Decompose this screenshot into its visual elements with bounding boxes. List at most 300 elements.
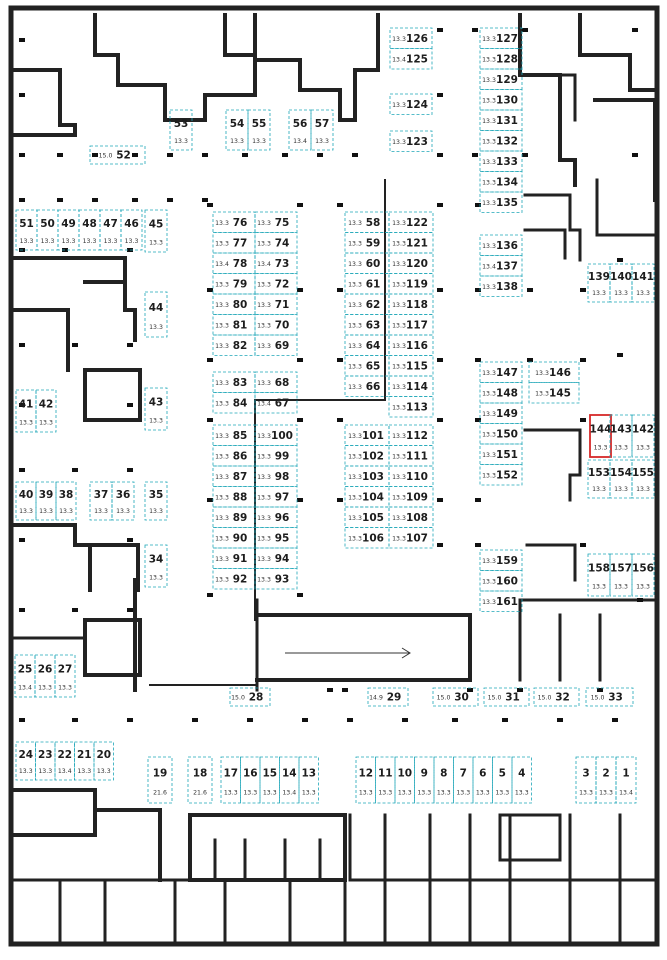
pillar (297, 498, 303, 502)
lot-area: 13.3 (215, 494, 229, 502)
lot-number: 32 (555, 691, 570, 704)
pillar (437, 28, 443, 32)
lot-area: 15.0 (98, 152, 113, 160)
lot-number: 44 (148, 301, 164, 314)
lot-number: 61 (365, 278, 381, 291)
lot-area: 13.3 (215, 473, 229, 481)
lot-area: 13.3 (348, 219, 362, 227)
pillar (297, 593, 303, 597)
pillar (347, 718, 353, 722)
lot-area: 13.4 (57, 768, 72, 776)
pillar (19, 38, 25, 42)
lot-number: 125 (406, 53, 428, 66)
pillar (127, 403, 133, 407)
lot-number: 36 (115, 488, 131, 501)
lot-number: 123 (406, 135, 428, 148)
pillar (472, 28, 478, 32)
lot-area: 13.3 (59, 508, 73, 516)
pillar (502, 718, 508, 722)
lot-area: 13.3 (257, 514, 271, 522)
lot-number: 66 (365, 380, 381, 393)
lot-area: 13.3 (392, 301, 406, 309)
lot-area: 13.4 (619, 789, 633, 797)
lot-number: 7 (459, 767, 467, 780)
pillar (612, 718, 618, 722)
pillar (437, 153, 443, 157)
lot-area: 13.3 (19, 508, 33, 516)
lot-area: 13.3 (348, 453, 362, 461)
lot-number: 39 (38, 488, 54, 501)
pillar (302, 718, 308, 722)
lot-area: 13.3 (215, 301, 229, 309)
lot-area: 13.3 (348, 535, 362, 543)
lot-area: 21.6 (193, 789, 207, 797)
lot-area: 13.3 (348, 383, 362, 391)
lot-number: 126 (406, 32, 428, 45)
lot-number: 154 (610, 466, 632, 479)
lot-area: 13.3 (614, 583, 628, 591)
lot-number: 1 (622, 767, 630, 780)
lot-number: 103 (362, 470, 384, 483)
lot-area: 13.3 (243, 789, 258, 797)
pillar (167, 198, 173, 202)
pillar (437, 418, 443, 422)
lot-number: 159 (496, 554, 518, 567)
lot-area: 13.3 (392, 322, 406, 330)
lot-area: 13.3 (223, 789, 238, 797)
lot-number: 16 (242, 767, 258, 780)
lot-area: 13.3 (96, 768, 111, 776)
lot-number: 77 (232, 237, 248, 250)
lot-number: 107 (406, 532, 428, 545)
pillar (297, 288, 303, 292)
lot-number: 59 (365, 237, 381, 250)
pillar (437, 203, 443, 207)
lot-area: 13.3 (348, 322, 362, 330)
lot-number: 94 (274, 552, 290, 565)
lot-number: 137 (496, 260, 518, 273)
lot-number: 142 (632, 423, 654, 436)
lot-number: 161 (496, 595, 518, 608)
lot-area: 13.3 (482, 158, 496, 166)
pillar (297, 358, 303, 362)
pillar (19, 93, 25, 97)
lot-area: 13.3 (392, 514, 406, 522)
lot-number: 81 (232, 319, 248, 332)
lot-number: 122 (406, 216, 428, 229)
lot-area: 13.3 (215, 240, 229, 248)
pillar (57, 153, 63, 157)
pillar (337, 498, 343, 502)
pillar (580, 358, 586, 362)
lot-area: 13.3 (215, 322, 229, 330)
lot-area: 13.3 (579, 789, 593, 797)
lot-number: 109 (406, 491, 428, 504)
lot-number: 4 (518, 767, 526, 780)
lot-area: 13.3 (257, 322, 271, 330)
pillar (167, 153, 173, 157)
pillar (437, 358, 443, 362)
lot-number: 140 (610, 270, 632, 283)
lot-number: 41 (18, 398, 34, 411)
lot-area: 13.4 (293, 137, 307, 145)
pillar (437, 288, 443, 292)
pillar (207, 418, 213, 422)
lot-number: 127 (496, 32, 518, 45)
lot-area: 13.3 (257, 555, 271, 563)
lot-number: 6 (479, 767, 487, 780)
lot-number: 73 (274, 257, 290, 270)
lot-number: 96 (274, 511, 290, 524)
lot-area: 13.3 (215, 514, 229, 522)
lot-number: 119 (406, 278, 428, 291)
lot-area: 13.3 (636, 444, 650, 452)
lot-number: 139 (588, 270, 610, 283)
lot-number: 99 (274, 450, 290, 463)
lot-number: 88 (232, 491, 248, 504)
lot-number: 133 (496, 155, 518, 168)
lot-area: 13.3 (392, 138, 406, 146)
lot-number: 157 (610, 562, 632, 575)
lot-area: 13.3 (149, 323, 163, 331)
lot-area: 13.4 (215, 260, 229, 268)
lot-number: 83 (232, 376, 248, 389)
lot-area: 13.3 (482, 138, 496, 146)
lot-number: 113 (406, 401, 428, 414)
pillar (297, 203, 303, 207)
lot-area: 21.6 (153, 789, 167, 797)
pillar (632, 153, 638, 157)
lot-area: 13.3 (358, 789, 373, 797)
lot-area: 13.3 (392, 260, 406, 268)
lot-number: 25 (17, 663, 33, 676)
lot-area: 13.3 (61, 237, 76, 245)
lot-area: 13.3 (58, 684, 72, 692)
lot-area: 13.3 (392, 494, 406, 502)
lot-number: 79 (232, 278, 248, 291)
lot-number: 23 (37, 748, 53, 761)
lot-area: 13.3 (392, 240, 406, 248)
lot-area: 13.3 (215, 379, 229, 387)
lot-area: 13.3 (257, 535, 271, 543)
lot-area: 13.3 (482, 97, 496, 105)
lot-area: 13.3 (482, 76, 496, 84)
lot-number: 124 (406, 98, 428, 111)
lot-number: 18 (192, 767, 208, 780)
lot-number: 64 (365, 339, 381, 352)
lot-number: 33 (608, 691, 623, 704)
pillar (342, 688, 348, 692)
pillar (337, 358, 343, 362)
pillar (327, 688, 333, 692)
pillar (92, 153, 98, 157)
pillar (522, 28, 528, 32)
lot-number: 149 (496, 407, 518, 420)
lot-number: 57 (314, 117, 330, 130)
pillar (19, 538, 25, 542)
lot-area: 13.3 (614, 444, 628, 452)
lot-number: 91 (232, 552, 248, 565)
lot-area: 13.3 (482, 369, 496, 377)
pillar (127, 608, 133, 612)
lot-number: 14 (281, 767, 297, 780)
lot-area: 13.3 (262, 789, 277, 797)
lot-area: 13.3 (535, 369, 549, 377)
lot-area: 13.3 (392, 35, 406, 43)
lot-area: 13.3 (18, 768, 33, 776)
pillar (437, 93, 443, 97)
lot-number: 9 (420, 767, 428, 780)
lot-area: 13.3 (392, 363, 406, 371)
lot-area: 15.0 (537, 694, 552, 702)
pillar (207, 358, 213, 362)
lot-number: 136 (496, 239, 518, 252)
lot-number: 51 (19, 217, 34, 230)
lot-area: 13.3 (392, 383, 406, 391)
lot-number: 74 (274, 237, 290, 250)
lot-number: 21 (76, 748, 92, 761)
pillar (127, 468, 133, 472)
lot-area: 13.3 (315, 137, 329, 145)
lot-number: 135 (496, 196, 518, 209)
lot-number: 43 (148, 396, 164, 409)
lot-number: 95 (274, 532, 290, 545)
lot-number: 116 (406, 339, 428, 352)
lot-number: 92 (232, 573, 248, 586)
lot-area: 13.3 (482, 390, 496, 398)
pillar (475, 543, 481, 547)
lot-number: 34 (148, 553, 164, 566)
lot-area: 13.3 (535, 390, 549, 398)
lot-area: 13.3 (39, 508, 53, 516)
lot-area: 13.3 (149, 508, 163, 516)
lot-number: 72 (274, 278, 290, 291)
lot-number: 2 (602, 767, 610, 780)
lot-number: 118 (406, 298, 428, 311)
pillar (632, 28, 638, 32)
lot-number: 120 (406, 257, 428, 270)
lot-area: 13.3 (77, 768, 92, 776)
lot-number: 37 (93, 488, 109, 501)
pillar (580, 288, 586, 292)
lot-number: 143 (610, 423, 632, 436)
lot-number: 115 (406, 360, 428, 373)
lot-area: 13.3 (482, 598, 496, 606)
lot-area: 13.3 (40, 237, 55, 245)
lot-area: 13.3 (599, 789, 613, 797)
lot-number: 85 (232, 429, 248, 442)
pillar (127, 718, 133, 722)
pillar (617, 258, 623, 262)
lot-number: 22 (57, 748, 73, 761)
lot-area: 14.9 (369, 694, 383, 702)
lot-number: 10 (397, 767, 413, 780)
lot-number: 24 (18, 748, 34, 761)
lot-area: 13.3 (257, 281, 271, 289)
lot-area: 13.3 (39, 419, 53, 427)
pillar (72, 468, 78, 472)
lot-number: 90 (232, 532, 248, 545)
lot-area: 13.3 (436, 789, 451, 797)
lot-area: 13.3 (348, 363, 362, 371)
lot-area: 13.3 (348, 260, 362, 268)
lot-number: 71 (274, 298, 290, 311)
lot-area: 13.4 (392, 56, 406, 64)
lot-area: 13.3 (636, 486, 650, 494)
lot-area: 13.3 (592, 290, 606, 298)
lot-area: 13.3 (397, 789, 412, 797)
lot-number: 146 (549, 366, 571, 379)
lot-area: 13.3 (482, 557, 496, 565)
lot-area: 13.3 (149, 239, 163, 247)
lot-area: 13.3 (82, 237, 97, 245)
lot-number: 68 (274, 376, 290, 389)
lot-area: 13.3 (482, 451, 496, 459)
pillar (297, 418, 303, 422)
lot-area: 13.3 (257, 473, 271, 481)
lot-number: 141 (632, 270, 654, 283)
lot-area: 13.4 (482, 263, 496, 271)
pillar (637, 598, 643, 602)
lot-area: 13.3 (456, 789, 471, 797)
pillar (19, 718, 25, 722)
lot-area: 13.3 (482, 35, 496, 43)
lot-number: 49 (61, 217, 76, 230)
lot-area: 13.3 (215, 281, 229, 289)
pillar (522, 153, 528, 157)
pillar (402, 718, 408, 722)
lot-area: 13.3 (230, 137, 244, 145)
lot-number: 45 (148, 218, 164, 231)
lot-area: 13.3 (257, 301, 271, 309)
lot-number: 86 (232, 450, 248, 463)
lot-number: 151 (496, 448, 518, 461)
lot-area: 13.3 (614, 290, 628, 298)
pillar (437, 498, 443, 502)
lot-area: 13.3 (482, 242, 496, 250)
lot-number: 112 (406, 429, 428, 442)
pillar (19, 343, 25, 347)
lot-area: 15.0 (590, 694, 605, 702)
lot-number: 106 (362, 532, 384, 545)
lot-area: 13.3 (482, 117, 496, 125)
pillar (437, 543, 443, 547)
lot-number: 13 (301, 767, 317, 780)
lot-area: 13.3 (348, 514, 362, 522)
lot-area: 13.3 (301, 789, 316, 797)
lot-number: 84 (232, 397, 248, 410)
lot-area: 13.3 (215, 453, 229, 461)
lot-number: 78 (232, 257, 248, 270)
lot-area: 13.3 (38, 684, 52, 692)
lot-area: 13.3 (252, 137, 266, 145)
lot-area: 13.3 (614, 486, 628, 494)
pillar (72, 718, 78, 722)
pillar (242, 153, 248, 157)
lot-number: 70 (274, 319, 290, 332)
lot-number: 50 (40, 217, 55, 230)
pillar (580, 418, 586, 422)
lot-number: 12 (358, 767, 374, 780)
lot-number: 67 (274, 397, 290, 410)
lot-number: 121 (406, 237, 428, 250)
pillar (207, 498, 213, 502)
lot-number: 134 (496, 176, 518, 189)
pillar (352, 153, 358, 157)
lot-number: 20 (96, 748, 112, 761)
lot-area: 13.3 (636, 583, 650, 591)
pillar (19, 608, 25, 612)
lot-area: 13.3 (392, 101, 406, 109)
pillar (617, 353, 623, 357)
pillar (527, 288, 533, 292)
lot-area: 13.3 (482, 472, 496, 480)
lot-area: 13.3 (348, 473, 362, 481)
lot-number: 30 (454, 691, 469, 704)
lot-number: 46 (124, 217, 139, 230)
lot-number: 28 (248, 691, 264, 704)
pillar (247, 718, 253, 722)
lot-number: 56 (292, 117, 308, 130)
lot-number: 153 (588, 466, 610, 479)
lot-number: 158 (588, 562, 610, 575)
lot-number: 19 (152, 767, 168, 780)
lot-number: 156 (632, 562, 654, 575)
lot-area: 13.3 (215, 576, 229, 584)
pillar (57, 198, 63, 202)
lot-number: 76 (232, 216, 248, 229)
lot-number: 110 (406, 470, 428, 483)
lot-area: 13.3 (392, 432, 406, 440)
pillar (475, 498, 481, 502)
lot-number: 26 (37, 663, 53, 676)
lot-area: 13.3 (348, 281, 362, 289)
lot-area: 13.3 (215, 535, 229, 543)
lot-number: 54 (229, 117, 245, 130)
lot-area: 13.3 (257, 219, 271, 227)
pillar (580, 543, 586, 547)
lot-number: 62 (365, 298, 381, 311)
lot-number: 55 (251, 117, 267, 130)
lot-area: 13.3 (348, 301, 362, 309)
lot-area: 13.3 (495, 789, 510, 797)
pillar (337, 288, 343, 292)
lot-number: 150 (496, 428, 518, 441)
pillar (132, 198, 138, 202)
lot-area: 13.3 (215, 219, 229, 227)
lot-area: 13.4 (282, 789, 297, 797)
lot-number: 132 (496, 135, 518, 148)
lot-number: 98 (274, 470, 290, 483)
lot-number: 31 (505, 691, 520, 704)
lot-area: 13.3 (636, 290, 650, 298)
lot-area: 13.3 (348, 494, 362, 502)
lot-number: 65 (365, 360, 381, 373)
pillar (19, 153, 25, 157)
lot-area: 13.3 (149, 574, 163, 582)
pillar (192, 718, 198, 722)
lot-area: 13.3 (149, 417, 163, 425)
lot-number: 144 (589, 423, 612, 436)
lot-area: 13.3 (174, 137, 188, 145)
lot-number: 114 (406, 380, 428, 393)
pillar (72, 608, 78, 612)
lot-number: 82 (232, 339, 248, 352)
lot-number: 48 (82, 217, 97, 230)
lot-area: 13.3 (19, 419, 33, 427)
lot-area: 13.3 (392, 281, 406, 289)
lot-area: 15.0 (436, 694, 451, 702)
